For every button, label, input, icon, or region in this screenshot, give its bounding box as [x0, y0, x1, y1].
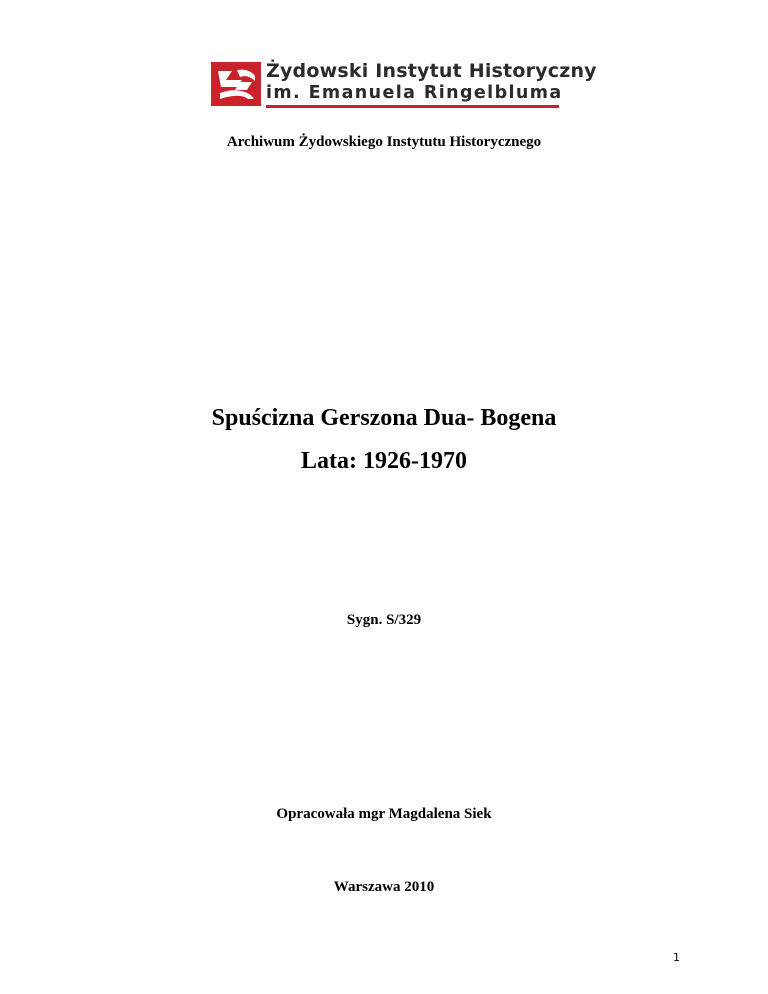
logo-underline: [266, 105, 559, 108]
zih-logo-mark-icon: [211, 62, 261, 106]
page-number: 1: [673, 951, 680, 964]
collection-title: Spuścizna Gerszona Dua- Bogena: [211, 405, 557, 431]
collection-dates: Lata: 1926-1970: [301, 448, 467, 474]
logo-line-1: Żydowski Instytut Historyczny: [266, 60, 597, 82]
signature: Sygn. S/329: [346, 612, 422, 628]
institute-logo: [211, 60, 597, 108]
logo-line-2: im. Emanuela Ringelbluma: [266, 83, 563, 103]
archive-title: Archiwum Żydowskiego Instytutu Historycznego: [226, 134, 542, 150]
logo-wordmark: [266, 60, 597, 108]
author: Opracowała mgr Magdalena Siek: [276, 806, 492, 822]
place-date: Warszawa 2010: [333, 879, 435, 895]
